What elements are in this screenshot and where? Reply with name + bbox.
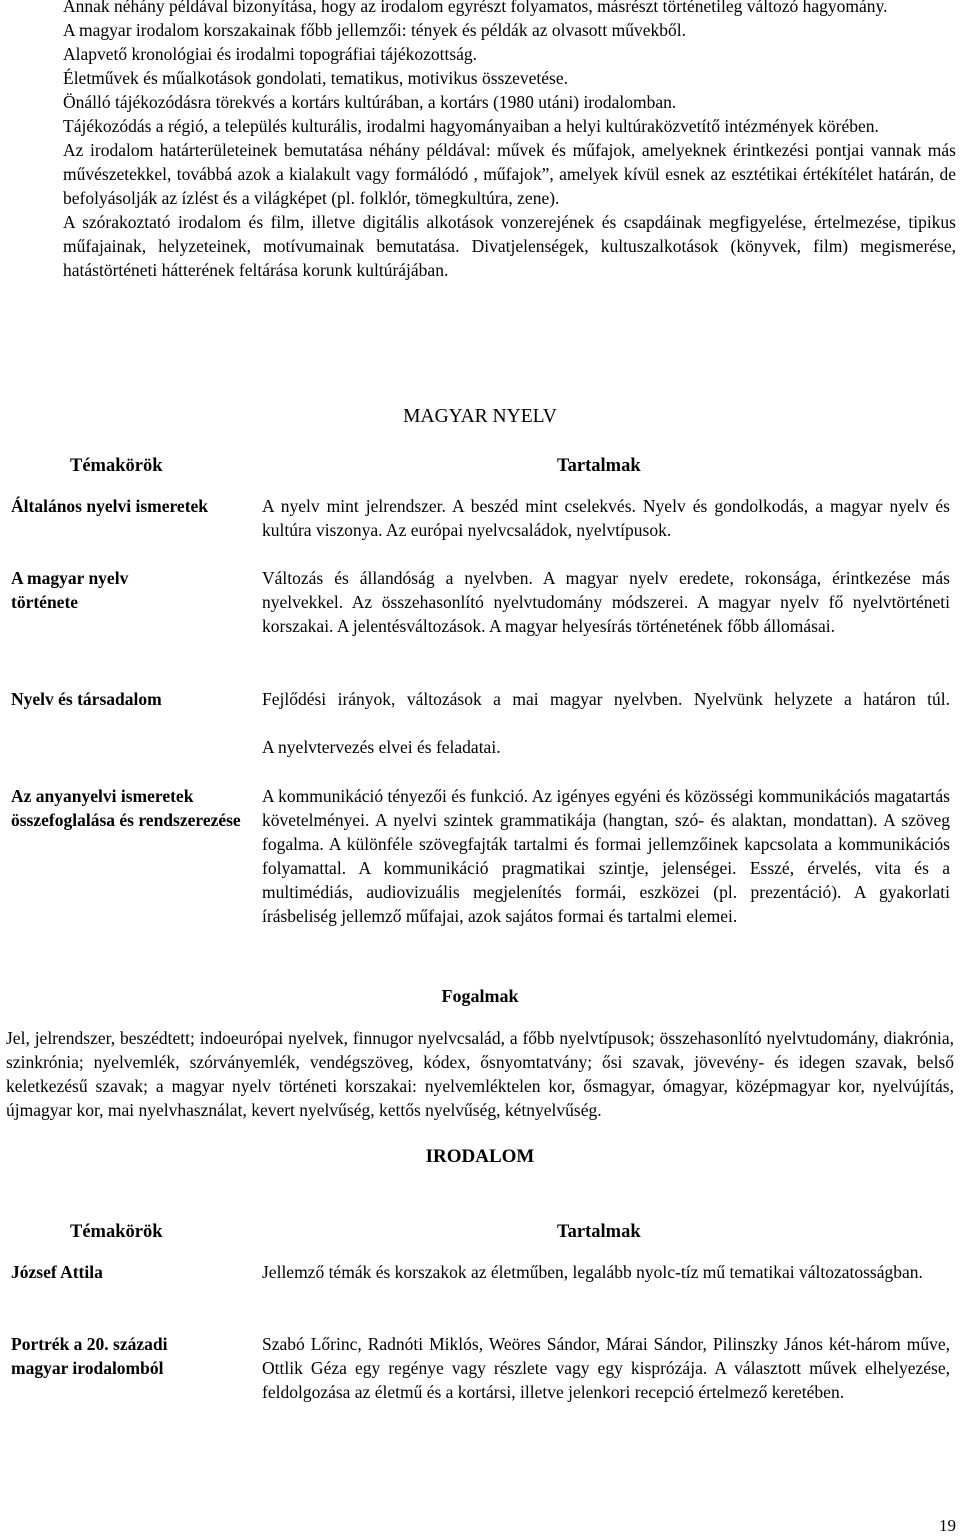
- intro-paragraph: Annak néhány példával bizonyítása, hogy az irodalom egyrészt folyamatos, másrészt történetileg változó hagyomány.: [63, 0, 888, 16]
- topic-label: A magyar nyelv története: [11, 568, 129, 612]
- intro-paragraph: Az irodalom határterületeinek bemutatása néhány példával: művek és műfajok, amelyeknek érintkezési pontjai vannak más művészetekkel, továbbá azok a kialakult vagy formálódó , műfajok”, amelyek kívül esnek az esztétikai értékítélet határán, de befolyásolják az ízlést és a világképet (pl. folklór, tömegkultúra, zene).: [63, 140, 956, 208]
- topic-content: A kommunikáció tényezői és funkció. Az igényes egyéni és közösségi kommunikációs magatartás követelményei. A nyelvi szintek grammatikája (hangtan, szó- és alaktan, mondattan). A szöveg fogalma. A különféle szövegfajták tartalmi és formai jellemzőinek kapcsolata a kommunikációs folyamattal. A kommunikáció pragmatikai szintje, jelenségei. Esszé, érvelés, vita és a multimédiás, audiovizuális megjelenítés formái, eszközei (pl. prezentáció). A gyakorlati írásbeliség jellemző műfajai, azok sajátos formai és tartalmi elemei.: [262, 786, 950, 926]
- column-header-topics: Témakörök: [70, 1222, 163, 1242]
- topic-label: Az anyanyelvi ismeretek összefoglalása és rendszerezése: [11, 786, 241, 830]
- section-title-irodalom: IRODALOM: [425, 1146, 535, 1167]
- page-number: 19: [939, 1516, 956, 1535]
- topic-content: Változás és állandóság a nyelvben. A magyar nyelv eredete, rokonsága, érintkezése más nyelvekkel. Az összehasonlító nyelvtudomány módszerei. A magyar nyelv fő nyelvtörténeti korszakai. A jelentésváltozások. A magyar helyesírás történetének főbb állomásai.: [262, 568, 950, 636]
- topic-content-line: A nyelvtervezés elvei és feladatai.: [262, 737, 501, 757]
- topic-content: A nyelv mint jelrendszer. A beszéd mint cselekvés. Nyelv és gondolkodás, a magyar nyelv és kultúra viszonya. Az európai nyelvcsaládok, nyelvtípusok.: [262, 496, 950, 540]
- topic-label: Portrék a 20. századi magyar irodalomból: [11, 1334, 168, 1378]
- intro-paragraph: A magyar irodalom korszakainak főbb jellemzői: tények és példák az olvasott művekből.: [63, 20, 687, 40]
- fogalmak-title: Fogalmak: [441, 986, 519, 1006]
- intro-paragraph: Önálló tájékozódásra törekvés a kortárs kultúrában, a kortárs (1980 utáni) irodalomban.: [63, 92, 677, 112]
- column-header-topics: Témakörök: [70, 456, 163, 476]
- topic-content: Szabó Lőrinc, Radnóti Miklós, Weöres Sándor, Márai Sándor, Pilinszky János két-három műve, Ottlik Géza egy regénye vagy részlete vagy egy kisprózája. A választott művek elhelyezése, feldolgozása az életmű és a kortársi, illetve jelenkori recepció értelmező keretében.: [262, 1334, 950, 1402]
- intro-paragraph: A szórakoztató irodalom és film, illetve digitális alkotások vonzerejének és csapdáinak megfigyelése, értelmezése, tipikus műfajainak, helyzeteinek, motívumainak bemutatása. Divatjelenségek, kultuszalkotások (könyvek, film) megismerése, hatástörténeti hátterének feltárása korunk kultúrájában.: [63, 212, 956, 280]
- fogalmak-text: Jel, jelrendszer, beszédtett; indoeurópai nyelvek, finnugor nyelvcsalád, a főbb nyelvtípusok; összehasonlító nyelvtudomány, diakrónia, szinkrónia; nyelvemlék, szórványemlék, vendégszöveg, kódex, ősnyomtatvány; ősi szavak, jövevény- és idegen szavak, belső keletkezésű szavak; a magyar nyelv történeti korszakai: nyelvemléktelen kor, ősmagyar, ómagyar, középmagyar kor, nyelvújítás, újmagyar kor, mai nyelvhasználat, kevert nyelvűség, kettős nyelvűség, kétnyelvűség.: [6, 1028, 954, 1120]
- intro-paragraph: Életművek és műalkotások gondolati, tematikus, motivikus összevetése.: [63, 68, 568, 88]
- topic-content: Jellemző témák és korszakok az életműben, legalább nyolc-tíz mű tematikai változatosságban.: [262, 1262, 923, 1282]
- column-header-contents: Tartalmak: [557, 1222, 641, 1242]
- topic-label: Általános nyelvi ismeretek: [11, 496, 209, 516]
- intro-paragraph: Alapvető kronológiai és irodalmi topográfiai tájékozottság.: [63, 44, 478, 64]
- topic-content: Fejlődési irányok, változások a mai magyar nyelvben. Nyelvünk helyzete a határon túl.: [262, 689, 950, 709]
- topic-label: József Attila: [11, 1262, 103, 1282]
- topic-label: Nyelv és társadalom: [11, 689, 162, 709]
- column-header-contents: Tartalmak: [557, 456, 641, 476]
- section-title-magyar-nyelv: MAGYAR NYELV: [403, 406, 557, 427]
- intro-paragraph: Tájékozódás a régió, a település kulturális, irodalmi hagyományaiban a helyi kultúraközvetítő intézmények körében.: [63, 116, 879, 136]
- intro-section: [63, 0, 956, 282]
